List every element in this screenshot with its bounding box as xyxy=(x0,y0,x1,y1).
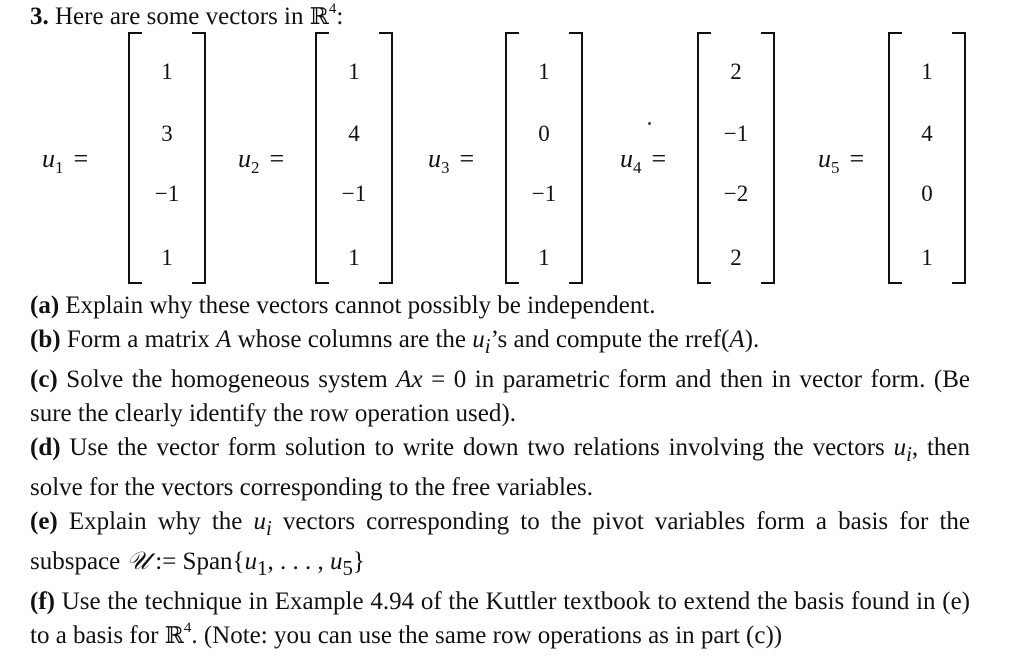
column-vector-u5 xyxy=(888,34,966,282)
vector-entry: 4 xyxy=(348,121,360,146)
part-b-text-3: ’s and compute the rref( xyxy=(490,326,730,353)
part-f xyxy=(30,585,970,653)
equals-sign: = xyxy=(73,144,89,173)
u5-symbol: u xyxy=(329,548,343,575)
vector-entry: −1 xyxy=(531,181,557,206)
part-f-text-1: Use the technique in Example 4.94 of the Kuttler textbook to extend the basis found in (e) to a basis for xyxy=(30,588,971,649)
span-ellipsis: , . . . , xyxy=(267,548,330,575)
span-open: := Span{ xyxy=(149,548,245,575)
vector-entry: 2 xyxy=(730,59,742,84)
part-e-text-1: Explain why the xyxy=(68,508,254,535)
vector-subscript: 1 xyxy=(55,158,64,177)
part-c-label: (c) xyxy=(30,366,58,393)
problem-number: 3. xyxy=(30,3,49,30)
heading-colon: : xyxy=(336,3,344,30)
part-f-text-2: . (Note: you can use the same row operations as in part (c)) xyxy=(191,622,783,649)
subspace-symbol: 𝒰 xyxy=(126,548,150,575)
real-space-symbol: ℝ xyxy=(309,4,329,30)
part-c-text-2: = 0 in parametric form and then in vector form. (Be sure the clearly identify the row operation used). xyxy=(30,366,970,427)
u1-subscript: 1 xyxy=(257,556,268,580)
vector-entry: 1 xyxy=(348,59,360,84)
vector-entry: −1 xyxy=(723,121,749,146)
vector-entry: 1 xyxy=(538,59,550,84)
part-a-text: Explain why these vectors cannot possibly be independent. xyxy=(65,292,656,319)
question-parts xyxy=(30,289,970,653)
equals-sign: = xyxy=(849,144,865,173)
vector-entry: 2 xyxy=(730,245,742,270)
problem-heading xyxy=(30,2,343,32)
vector-name: u xyxy=(428,144,441,173)
vector-entry: 3 xyxy=(161,121,173,146)
u-subscript-e: i xyxy=(265,516,272,540)
equals-sign: = xyxy=(269,144,285,173)
vector-definitions xyxy=(0,34,1017,284)
vector-subscript: 5 xyxy=(831,158,840,177)
part-e-label: (e) xyxy=(30,508,58,535)
part-d xyxy=(30,431,970,505)
vector-label-u5 xyxy=(818,144,864,177)
part-c-text-1: Solve the homogeneous system xyxy=(66,366,397,393)
vector-entry: 0 xyxy=(538,121,550,146)
dimension-exponent: 4 xyxy=(328,0,337,17)
vector-entry: −2 xyxy=(723,181,749,206)
heading-text: Here are some vectors in xyxy=(55,3,310,30)
vector-name: u xyxy=(42,144,55,173)
part-b xyxy=(30,323,970,363)
part-d-label: (d) xyxy=(30,434,61,461)
vector-label-u3 xyxy=(428,144,474,177)
vector-entry: −1 xyxy=(154,181,180,206)
vector-name: u xyxy=(620,144,633,173)
vector-label-u4 xyxy=(620,144,666,177)
part-a-label: (a) xyxy=(30,292,60,319)
u-symbol: u xyxy=(472,326,485,353)
part-b-text-4: ). xyxy=(744,326,760,353)
part-f-label: (f) xyxy=(30,588,55,615)
column-vector-u2 xyxy=(315,34,393,282)
part-e xyxy=(30,505,970,585)
matrix-a-symbol-2: A xyxy=(729,326,745,353)
vector-entry: 0 xyxy=(921,181,933,206)
column-vector-u1 xyxy=(128,34,206,282)
vector-entry: 1 xyxy=(538,245,550,270)
part-b-text-2: whose columns are the xyxy=(231,326,473,353)
u-subscript-d: i xyxy=(906,442,912,466)
vector-entry: 1 xyxy=(161,59,173,84)
vector-subscript: 3 xyxy=(441,158,450,177)
part-c xyxy=(30,363,970,431)
u-symbol-d: u xyxy=(893,434,907,461)
part-e-text-2: vectors corresponding to the pivot variables form a basis for the subspace xyxy=(30,508,970,575)
part-b-text-1: Form a matrix xyxy=(66,326,217,353)
vector-entry: 4 xyxy=(921,121,933,146)
dimension-exponent-f: 4 xyxy=(183,619,192,636)
vector-entry: 1 xyxy=(921,59,933,84)
vector-subscript: 2 xyxy=(251,158,260,177)
part-a xyxy=(30,289,970,323)
part-d-text-2: , then solve for the vectors corresponding to the free variables. xyxy=(30,434,971,501)
matrix-a-symbol: A xyxy=(216,326,232,353)
vector-entry: 1 xyxy=(348,245,360,270)
equals-sign: = xyxy=(651,144,667,173)
u-symbol-e: u xyxy=(253,508,266,535)
equals-sign: = xyxy=(459,144,475,173)
ax-symbol: Ax xyxy=(396,366,423,393)
vector-entry: −1 xyxy=(341,181,367,206)
column-vector-u4 xyxy=(697,34,775,282)
u-subscript: i xyxy=(484,334,491,358)
vector-name: u xyxy=(818,144,831,173)
vector-label-u2 xyxy=(238,144,284,177)
stray-dot xyxy=(648,122,651,125)
vector-label-u1 xyxy=(42,144,88,177)
vector-entry: 1 xyxy=(161,245,173,270)
vector-subscript: 4 xyxy=(633,158,642,177)
real-space-symbol-f: ℝ xyxy=(164,623,184,649)
u5-subscript: 5 xyxy=(342,556,353,580)
u1-symbol: u xyxy=(244,548,258,575)
part-d-text-1: Use the vector form solution to write down two relations involving the vectors xyxy=(69,434,894,461)
vector-entry: 1 xyxy=(921,245,933,270)
column-vector-u3 xyxy=(505,34,583,282)
part-b-label: (b) xyxy=(30,326,61,353)
vector-name: u xyxy=(238,144,251,173)
span-close: } xyxy=(352,548,365,575)
